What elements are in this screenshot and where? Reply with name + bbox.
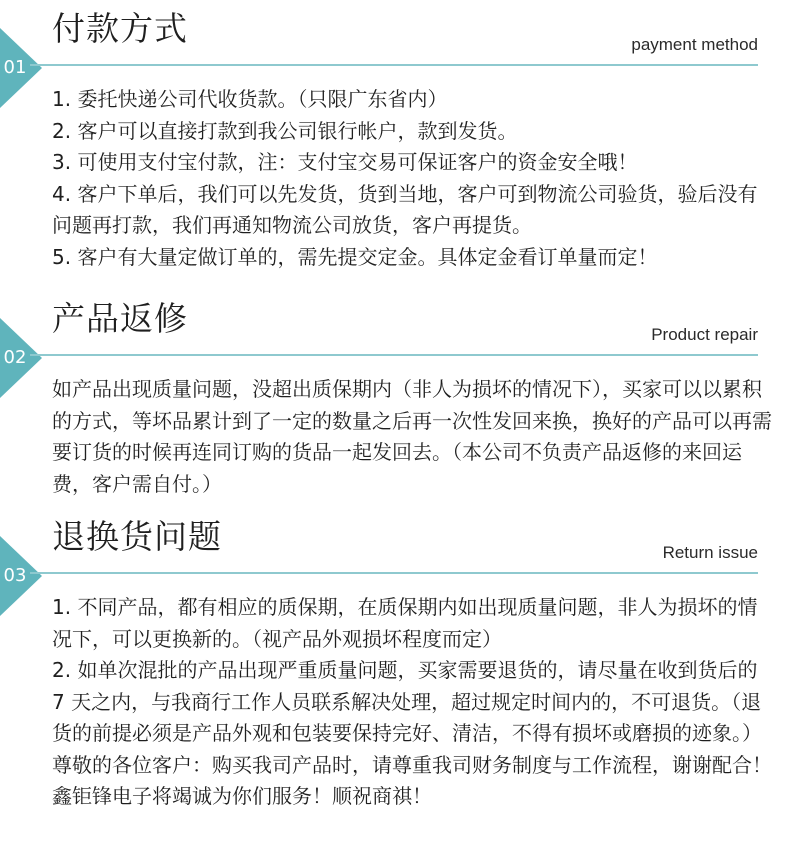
paragraph: 3. 可使用支付宝付款，注：支付宝交易可保证客户的资金安全哦！ xyxy=(52,150,638,174)
section-number: 03 xyxy=(3,565,27,586)
paragraph: 5. 客户有大量定做订单的，需先提交定金。具体定金看订单量而定！ xyxy=(52,244,658,269)
paragraph: 1. 委托快递公司代收货款。（只限广东省内） xyxy=(52,87,448,111)
paragraph: 4. 客户下单后，我们可以先发货，货到当地，客户可到物流公司验货，验后没有问题再打款，我们再通知物流公司放货，客户再提货。 xyxy=(52,181,758,237)
section-divider xyxy=(30,64,758,66)
section-title: 退换货问题 xyxy=(52,517,222,556)
section-body xyxy=(52,84,774,273)
paragraph: 如产品出现质量问题，没超出质保期内（非人为损坏的情况下），买家可以以累积的方式，等坏品累计到了一定的数量之后再一次性发回来换，换好的产品可以再需要订货的时候再连同订购的货品一起发回去。（本公司不负责产品返修的来回运费，客户需自付。） xyxy=(52,377,772,496)
section-title: 产品返修 xyxy=(52,299,188,338)
section-divider xyxy=(30,572,758,574)
section-subtitle: payment method xyxy=(631,35,758,54)
section-body xyxy=(52,592,774,813)
paragraph: 2. 如单次混批的产品出现严重质量问题，买家需要退货的，请尽量在收到货后的 7 天之内，与我商行工作人员联系解决处理，超过规定时间内的，不可退货。（退货的前提必须是产品外观和包装要保持完好、清洁，不得有损坏或磨损的迹象。）尊敬的各位客户：购买我司产品时，请尊重我司财务制度与工作流程，谢谢配合！鑫钜锋电子将竭诚为你们服务！顺祝商祺！ xyxy=(52,658,772,808)
section-number-badge xyxy=(0,318,42,398)
section-divider xyxy=(30,354,758,356)
section-number-badge xyxy=(0,536,42,616)
section-number: 02 xyxy=(3,347,27,368)
section-subtitle: Return issue xyxy=(662,543,758,562)
paragraph: 2. 客户可以直接打款到我公司银行帐户，款到发货。 xyxy=(52,118,518,143)
section-title: 付款方式 xyxy=(52,9,188,48)
paragraph: 1. 不同产品，都有相应的质保期，在质保期内如出现质量问题，非人为损坏的情况下，可以更换新的。（视产品外观损坏程度而定） xyxy=(52,595,758,651)
section-number: 01 xyxy=(3,57,27,78)
section-body xyxy=(52,374,774,500)
section-subtitle: Product repair xyxy=(651,325,758,344)
section-number-badge xyxy=(0,28,42,108)
